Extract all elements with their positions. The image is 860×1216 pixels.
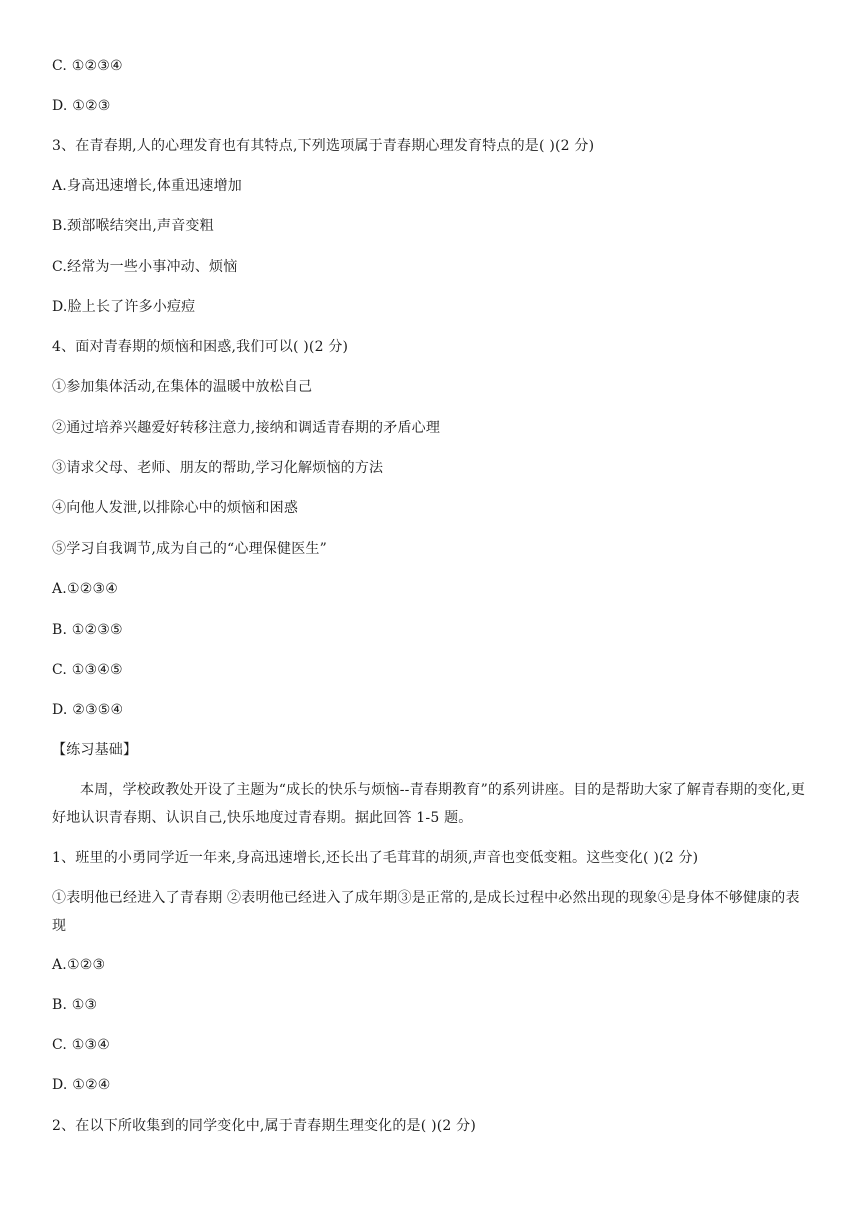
- question-1-stem: 1、班里的小勇同学近一年来,身高迅速增长,还长出了毛茸茸的胡须,声音也变低变粗。这些变化( )(2 分): [52, 850, 699, 866]
- option-d-line: D. ①②③: [52, 98, 111, 114]
- question-4-option-d: D. ②③⑤④: [52, 702, 124, 718]
- section-heading: 【练习基础】: [52, 742, 138, 758]
- question-3-option-b: B.颈部喉结突出,声音变粗: [52, 218, 214, 234]
- question-4-item-1: ①参加集体活动,在集体的温暖中放松自己: [52, 379, 313, 395]
- question-4-item-4: ④向他人发泄,以排除心中的烦恼和困惑: [52, 500, 299, 516]
- question-4-option-c: C. ①③④⑤: [52, 662, 123, 678]
- question-4-item-5: ⑤学习自我调节,成为自己的“心理保健医生”: [52, 541, 327, 557]
- question-1-option-d: D. ①②④: [52, 1077, 111, 1093]
- question-1-option-b: B. ①③: [52, 997, 98, 1013]
- question-4-stem: 4、面对青春期的烦恼和困惑,我们可以( )(2 分): [52, 339, 349, 355]
- question-1-statements: ①表明他已经进入了青春期 ②表明他已经进入了成年期③是正常的,是成长过程中必然出现的现象④是身体不够健康的表现: [52, 890, 800, 934]
- question-1-option-c: C. ①③④: [52, 1037, 110, 1053]
- question-3-option-c: C.经常为一些小事冲动、烦恼: [52, 259, 238, 275]
- question-2-stem: 2、在以下所收集到的同学变化中,属于青春期生理变化的是( )(2 分): [52, 1118, 477, 1134]
- question-3-stem: 3、在青春期,人的心理发育也有其特点,下列选项属于青春期心理发育特点的是( )(2 分): [52, 138, 595, 154]
- intro-paragraph: 本周，学校政教处开设了主题为“成长的快乐与烦恼--青春期教育”的系列讲座。目的是帮助大家了解青春期的变化,更好地认识青春期、认识自己,快乐地度过青春期。据此回答 1-5 题。: [52, 782, 806, 826]
- question-4-option-a: A.①②③④: [52, 581, 118, 597]
- question-4-option-b: B. ①②③⑤: [52, 622, 123, 638]
- option-c-line: C. ①②③④: [52, 58, 123, 74]
- question-4-item-3: ③请求父母、老师、朋友的帮助,学习化解烦恼的方法: [52, 460, 384, 476]
- question-1-option-a: A.①②③: [52, 957, 106, 973]
- question-4-item-2: ②通过培养兴趣爱好转移注意力,接纳和调适青春期的矛盾心理: [52, 420, 441, 436]
- question-3-option-a: A.身高迅速增长,体重迅速增加: [52, 178, 243, 194]
- question-3-option-d: D.脸上长了许多小痘痘: [52, 299, 196, 315]
